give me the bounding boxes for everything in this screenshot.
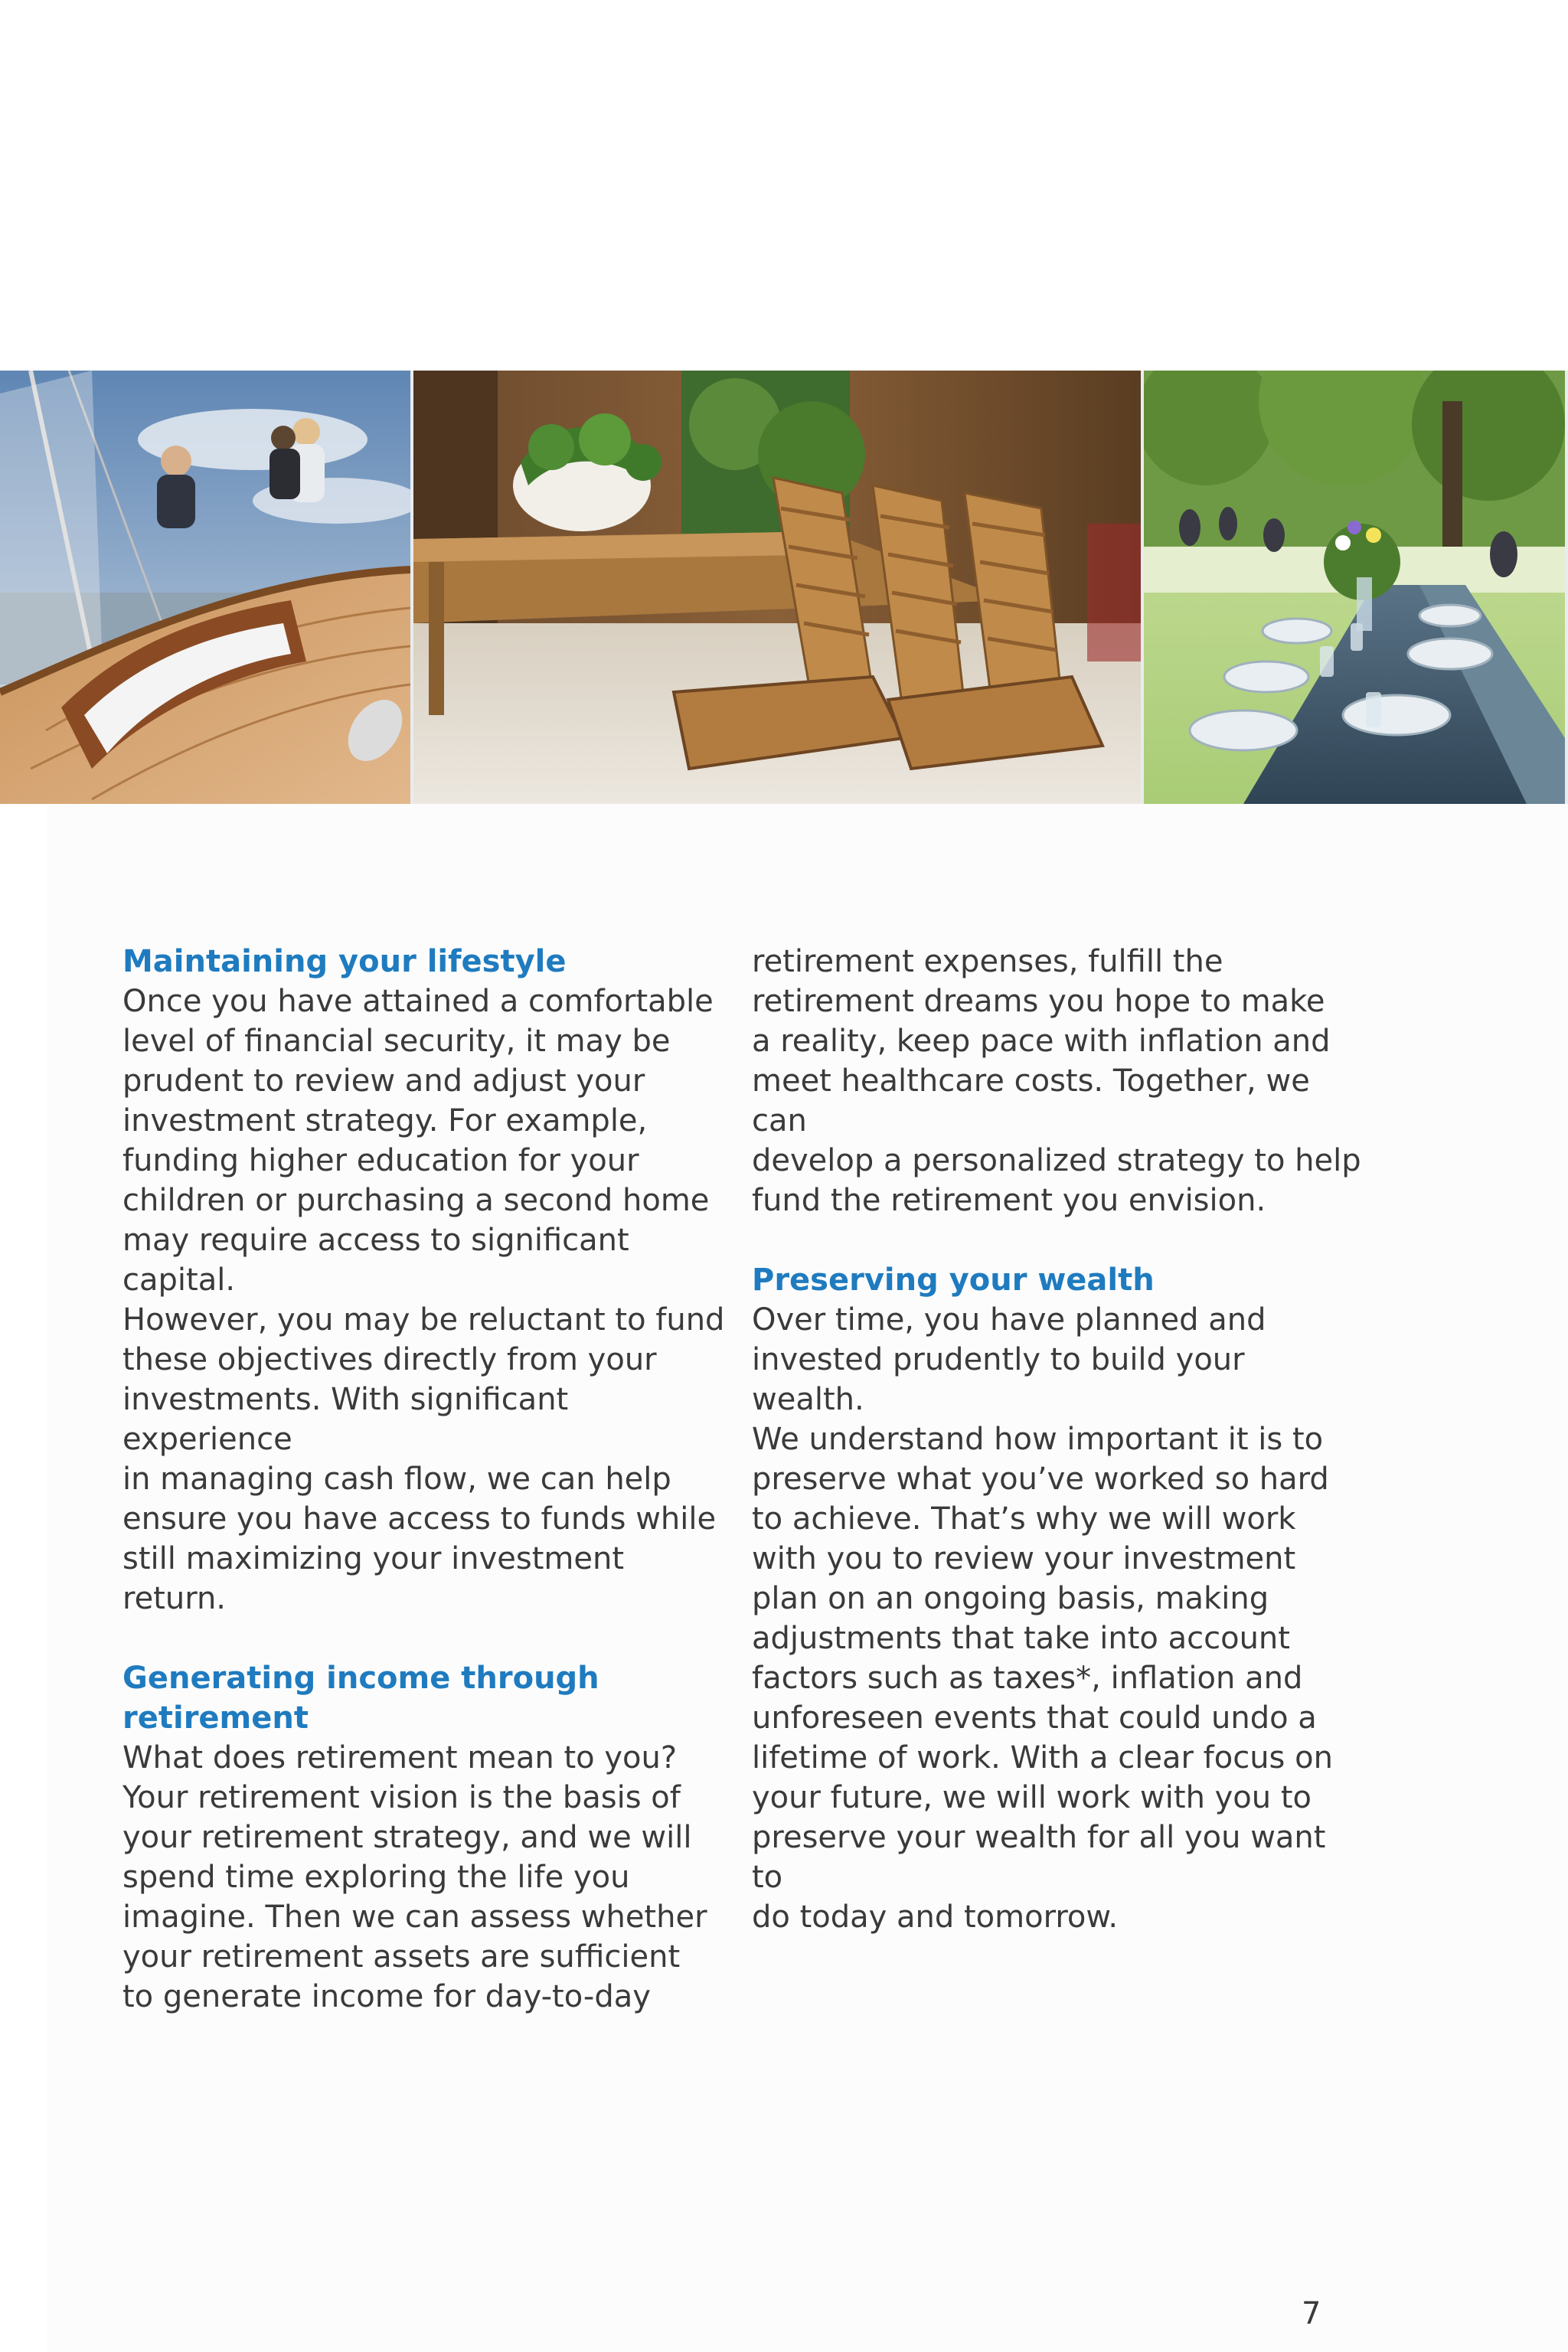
- photo-strip: [0, 371, 1568, 804]
- left-text-column: [122, 942, 735, 2017]
- heading-generating-income: Generating income through retirement: [122, 1661, 599, 1736]
- section-spacer: [752, 1220, 1364, 1260]
- right-text-column: [752, 942, 1364, 1937]
- sailboat-photo: [0, 371, 410, 804]
- picnic-table-photo: [1144, 371, 1565, 804]
- body-maintaining-lifestyle: Once you have attained a comfortable level of financial security, it may be prudent to review and adjust your investment strategy. For example, funding higher education for your children or purchasing a second home may require access to significant capital. However, you may be reluctant to fund these objectives directly from your investments. With significant experience in managing cash flow, we can help ensure you have access to funds while still maximizing your investment return.: [122, 984, 725, 1616]
- patio-furniture-photo: [413, 371, 1141, 804]
- body-generating-income: What does retirement mean to you? Your retirement vision is the basis of your retirement strategy, and we will spend time exploring the life you imagine. Then we can assess whether your retirement assets are sufficient to generate income for day-to-day: [122, 1740, 707, 2014]
- body-generating-income-continued: retirement expenses, fulfill the retirement dreams you hope to make a reality, keep pace with inflation and meet healthcare costs. Together, we can develop a personalized strategy to help fund the retirement you envision.: [752, 944, 1361, 1218]
- body-preserving-wealth: Over time, you have planned and invested prudently to build your wealth. We understand how important it is to preserve what you’ve worked so hard to achieve. That’s why we will work with you to review your investment plan on an ongoing basis, making adjustments that take into account factors such as taxes*, inflation and unforeseen events that could undo a lifetime of work. With a clear focus on your future, we will work with you to preserve your wealth for all you want to do today and tomorrow.: [752, 1302, 1333, 1935]
- heading-maintaining-lifestyle: Maintaining your lifestyle: [122, 944, 567, 979]
- section-spacer: [122, 1619, 735, 1658]
- page-number: 7: [1302, 2296, 1321, 2331]
- heading-preserving-wealth: Preserving your wealth: [752, 1263, 1155, 1298]
